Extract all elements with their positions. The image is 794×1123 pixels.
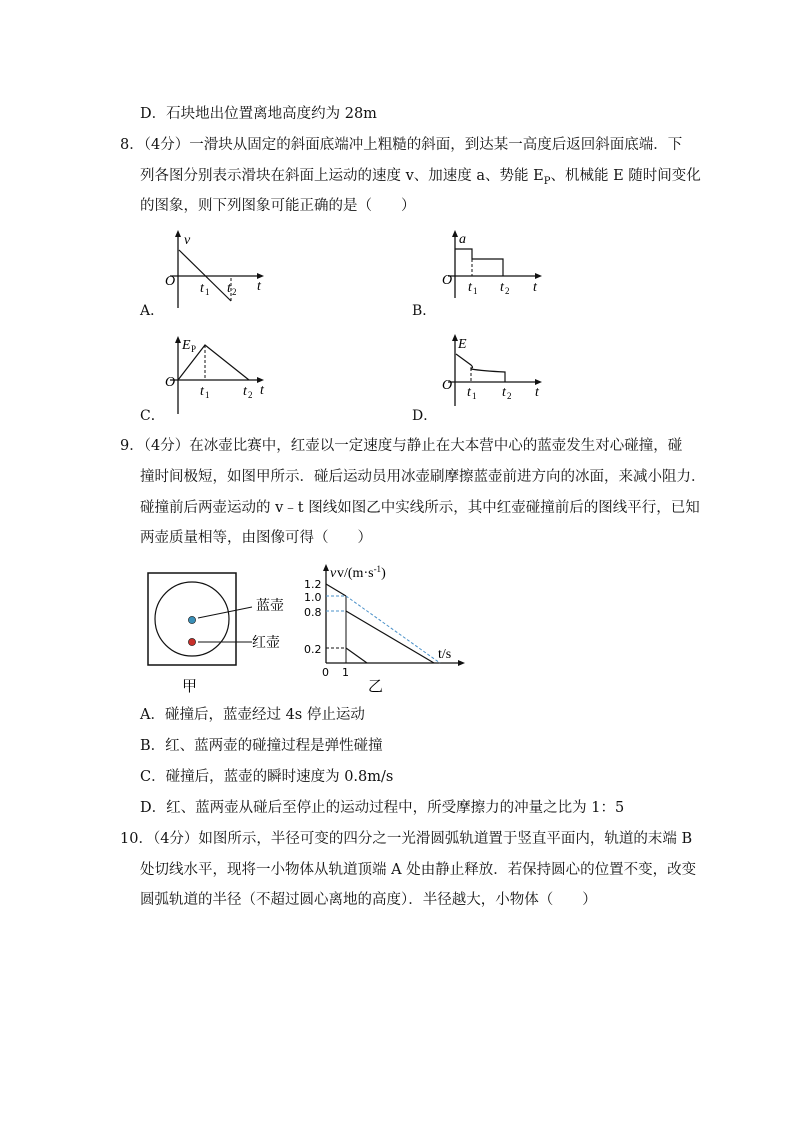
q8d-t1-sub: 1 — [472, 391, 477, 401]
red-after-collision-line — [346, 648, 367, 663]
q10-stem-line1: 10．（4分）如图所示，半径可变的四分之一光滑圆弧轨道置于竖直平面内，轨道的末端 B — [120, 831, 693, 847]
q8b-xlabel: t — [533, 280, 537, 295]
q8d-mech-energy-line — [456, 354, 505, 382]
q9-option-c[interactable]: C．碰撞后，蓝壶的瞬时速度为 0.8m/s — [140, 769, 394, 785]
q8d-t1: t — [467, 385, 471, 400]
q8-graph-b — [438, 228, 550, 310]
q8a-t1-sub: 1 — [205, 287, 210, 297]
yi-ylabel: v/(m·s — [337, 566, 374, 581]
q8-stem-line1: 8．（4分）一滑块从固定的斜面底端冲上粗糙的斜面，到达某一高度后返回斜面底端．下 — [120, 137, 683, 153]
q8-option-a-label[interactable]: A． — [140, 303, 165, 319]
q8b-t2: t — [500, 280, 504, 295]
red-extension-dashed-line — [346, 596, 440, 663]
yi-caption: 乙 — [368, 677, 384, 695]
blue-stone-label: 蓝壶 — [256, 598, 284, 614]
yi-xlabel: t/s — [438, 647, 452, 662]
yi-tick-x-0: 0 — [322, 666, 329, 679]
q8a-t2-sub: 2 — [232, 287, 237, 297]
q8-stem-line2-b: 、机械能 E 随时间变化 — [550, 168, 701, 184]
q9-figure-jia — [140, 568, 300, 698]
q8-stem-line2 — [140, 166, 701, 192]
yi-tick-0.8: 0.8 — [304, 606, 322, 619]
q8a-ylabel: v — [184, 233, 191, 248]
q10-stem-line2: 处切线水平，现将一小物体从轨道顶端 A 处由静止释放．若保持圆心的位置不变，改变 — [140, 862, 697, 878]
q8c-origin: O — [165, 375, 176, 390]
q8-option-d-label[interactable]: D． — [412, 408, 438, 424]
yi-ylabel-unit — [337, 564, 386, 581]
q8d-xlabel: t — [535, 385, 539, 400]
q8-stem-line2-sub: P — [543, 175, 551, 187]
q8c-xlabel: t — [260, 383, 264, 398]
q8-option-c-label[interactable]: C． — [140, 408, 165, 424]
q9-stem-line1: 9．（4分）在冰壶比赛中，红壶以一定速度与静止在大本营中心的蓝壶发生对心碰撞，碰 — [120, 438, 683, 454]
red-stone-icon — [188, 638, 195, 645]
yi-ylabel-end: ) — [381, 566, 386, 581]
q8-graph-d — [438, 332, 550, 416]
red-before-collision-line — [326, 584, 346, 596]
q9-option-a[interactable]: A．碰撞后，蓝壶经过 4s 停止运动 — [140, 707, 365, 723]
q8d-ylabel: E — [458, 337, 467, 352]
q9-option-d[interactable]: D．红、蓝两壶从碰后至停止的运动过程中，所受摩擦力的冲量之比为 1：5 — [140, 800, 625, 816]
q8b-t2-sub: 2 — [505, 286, 510, 296]
q8a-t1: t — [200, 281, 204, 296]
yi-tick-0.2: 0.2 — [304, 643, 322, 656]
red-stone-label: 红壶 — [252, 635, 280, 651]
q8d-t2: t — [502, 385, 506, 400]
q8a-t2: t — [227, 281, 231, 296]
yi-tick-x-1: 1 — [342, 666, 349, 679]
q8-stem-line2-a: 列各图分别表示滑块在斜面上运动的速度 v、加速度 a、势能 E — [140, 168, 544, 184]
q10-stem-line3: 圆弧轨道的半径（不超过圆心离地的高度）．半径越大，小物体（ ） — [140, 892, 597, 908]
q8c-t1-sub: 1 — [205, 390, 210, 400]
q8c-ylabel: E — [182, 338, 191, 353]
q9-stem-line3: 碰撞前后两壶运动的 v﹣t 图线如图乙中实线所示，其中红壶碰撞前后的图线平行，已知 — [140, 500, 700, 516]
jia-caption: 甲 — [182, 677, 198, 695]
q9-stem-line4: 两壶质量相等，由图像可得（ ） — [140, 530, 372, 546]
q8-graph-a — [160, 228, 272, 310]
q8d-origin: O — [442, 378, 453, 393]
q8-option-b-label[interactable]: B． — [412, 303, 437, 319]
yi-ylabel-sup: -1 — [373, 564, 382, 574]
q8c-t1: t — [200, 384, 204, 399]
q8b-t1-sub: 1 — [473, 286, 478, 296]
yi-ylabel-v: v — [330, 566, 337, 581]
yi-tick-1.2: 1.2 — [304, 578, 322, 591]
q8b-t1: t — [468, 280, 472, 295]
q8d-t2-sub: 2 — [507, 391, 512, 401]
blue-stone-icon — [188, 616, 195, 623]
q8c-t2: t — [243, 384, 247, 399]
q8c-t2-sub: 2 — [248, 390, 253, 400]
q8b-accel-line — [455, 249, 503, 276]
q8a-origin: O — [165, 274, 176, 289]
yi-tick-1.0: 1.0 — [304, 591, 322, 604]
q7-option-d[interactable]: D．石块地出位置离地高度约为 28m — [140, 106, 377, 122]
q9-stem-line2: 撞时间极短，如图甲所示．碰后运动员用冰壶刷摩擦蓝壶前进方向的冰面，来减小阻力． — [140, 469, 706, 485]
q8b-origin: O — [442, 273, 453, 288]
q8-graph-c — [160, 332, 272, 416]
q9-option-b[interactable]: B．红、蓝两壶的碰撞过程是弹性碰撞 — [140, 738, 383, 754]
blue-after-collision-line — [346, 611, 434, 663]
q8b-ylabel: a — [459, 232, 466, 247]
q9-figure-yi — [296, 560, 470, 700]
q8c-ylabel-sub: P — [191, 344, 197, 354]
q8a-xlabel: t — [257, 279, 261, 294]
q8-stem-line3: 的图象，则下列图象可能正确的是（ ） — [140, 198, 416, 214]
